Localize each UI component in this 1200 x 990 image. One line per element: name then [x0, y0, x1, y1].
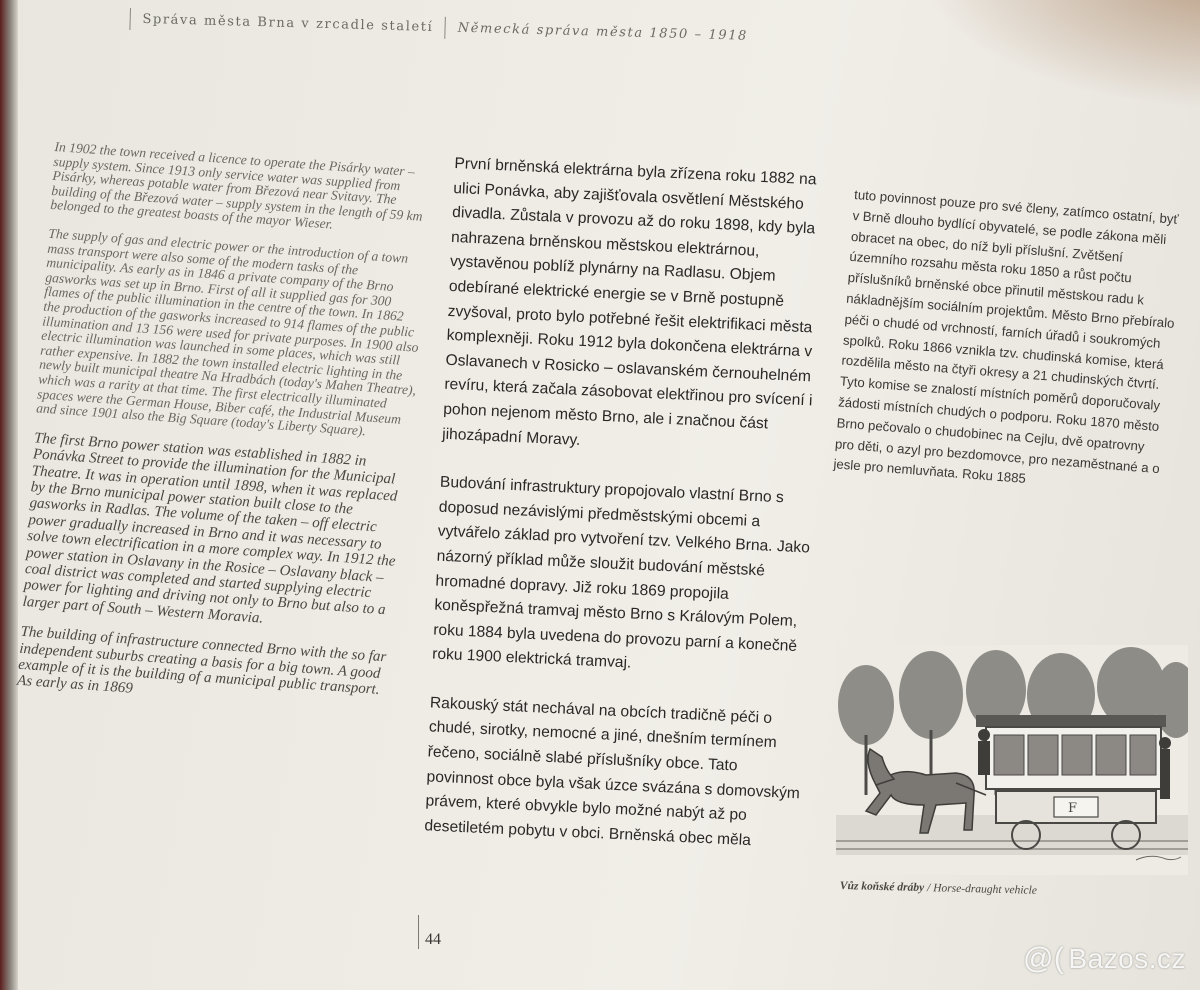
english-paragraph: The supply of gas and electric power or the introduction of a town mass transport were also some of the modern tasks of the municipality. As early as in 1846 a private company of the Brno gasworks was set up in Brno. First of all it supplied gas for 300 flames of the public illumination in the centre of the town. In 1862 the production of the gasworks increased to 914 flames of the public illumination and 13 156 were used for private purposes. In 1900 also electric illumination was launched in some places, which was still rather expensive. In 1882 the town installed electric lighting in the newly built municipal theatre Na Hradbách (today's Mahen Theatre), which was a rarity at that time. The first electrically illuminated spaces were the German House, Biber café, the Industrial Museum and since 1901 also the Big Square (today's Liberty Square).	[35, 225, 420, 439]
watermark-text: Bazos.cz	[1068, 943, 1186, 974]
czech-paragraph: První brněnská elektrárna byla zřízena roku 1882 na ulici Ponávka, aby zajišťovala osvětlení Městského divadla. Zůstala v provozu až do roku 1898, kdy byla nahrazena brněnskou městskou elektrárnou, vystavěnou poblíž plynárny na Radlasu. Objem odebírané elektrické energie se v Brně postupně zvyšoval, proto bylo potřebné řešit elektrifikaci města komplexněji. Roku 1912 byla dokončena elektrárna v Oslavanech v Rosicko – oslavanském černouhelném revíru, která začala zásobovat elektřinou pro svícení i pohon nejenom město Brno, ale i značnou část jihozápadní Moravy.	[441, 154, 817, 449]
english-paragraph: The first Brno power station was established in 1882 in Ponávka Street to provide the illumination for the Municipal Theatre. It was in operation until 1898, when it was replaced by the Brno municipal power station built close to the gasworks in Radlas. The volume of the taken – off electric power gradually increased in Brno and it was necessary to solve town electrification in a more complex way. In 1912 the power station in Oslavany in the Rosice – Oslavany black – coal district was completed and started supplying electric power for lighting and driving not only to Brno but also to a larger part of South – Western Moravia.	[22, 429, 398, 627]
watermark-logo-icon: @(	[1022, 942, 1065, 975]
english-column	[16, 140, 434, 730]
bazos-watermark	[1023, 942, 1186, 976]
caption-english: Horse-draught vehicle	[932, 882, 1038, 897]
caption-czech: Vůz koňské dráby	[839, 880, 925, 895]
header-chapter: Německá správa města 1850 – 1918	[457, 20, 749, 44]
caption-separator: /	[924, 882, 934, 895]
header-divider-left	[129, 8, 131, 30]
header-book-title: Správa města Brna v zrcadle staletí	[142, 11, 434, 35]
header-divider	[445, 17, 447, 39]
running-header	[129, 8, 830, 58]
page-number-rule	[418, 915, 419, 949]
czech-paragraph: Rakouský stát nechával na obcích tradičně péči o chudé, sirotky, nemocné a jiné, dnešním termínem řečeno, sociálně slabé příslušníky obce. Tato povinnost obce byla však úzce svázána s domovským právem, které obvykle bylo možné nabýt až po desetiletém pobytu v obci. Brněnská obec měla	[424, 694, 801, 849]
page-number-text: 44	[425, 931, 441, 948]
page-number	[418, 915, 441, 955]
book-spine	[0, 0, 18, 990]
svg-text:F: F	[1068, 801, 1078, 816]
czech-column-right	[833, 185, 1184, 501]
english-paragraph: The building of infrastructure connected Brno with the so far independent suburbs creating a basis for a big town. A good example of it is the building of a municipal public transport. As early as in 1869	[16, 623, 387, 698]
english-paragraph: In 1902 the town received a licence to operate the Pisárky water – supply system. Since 1913 only service water was supplied from Pisárky, whereas potable water from Březová near Svitavy. The building of the Březová water – supply system in the length of 59 km belonged to the greatest boasts of the mayor Wieser.	[49, 139, 424, 232]
czech-column-main	[423, 152, 835, 880]
czech-paragraph: Budování infrastruktury propojovalo vlastní Brno s doposud nezávislými předměstskými obcemi a vytvářelo základ pro vytvoření tzv. Velkého Brna. Jako názorný příklad může sloužit budování městské hromadné dopravy. Již roku 1869 propojila koněspřežná tramvaj město Brno s Královým Polem, roku 1884 byla uvedena do provozu parní a konečně roku 1900 elektrická tramvaj.	[431, 473, 811, 672]
illustration-caption	[840, 880, 1100, 898]
horse-tram-illustration	[836, 645, 1188, 875]
page-corner-shadow	[920, 0, 1200, 110]
czech-paragraph: tuto povinnost pouze pro své členy, zatímco ostatní, byť v Brně dlouho bydlící obyvatelé, se podle zákona měli obracet na obec, do níž byli příslušní. Zvětšení územního rozsahu města roku 1850 a růst počtu příslušníků brněnské obce přinutil městskou radu k nákladnějším sociálním projektům. Město Brno přebíralo péči o chudé od vrchností, farních úřadů i soukromých spolků. Roku 1866 vznikla tzv. chudinská komise, která rozdělila město na čtyři okresy a 21 chudinských čtvrtí. Tyto komise se znalostí místních poměrů doporučovaly žádosti místních chudých o podporu. Roku 1870 město Brno pečovalo o chudobinec na Cejlu, dvě opatrovny pro děti, o azyl pro bezdomovce, pro nezaměstnané a o jesle pro nemluvňata. Roku 1885	[832, 186, 1179, 487]
